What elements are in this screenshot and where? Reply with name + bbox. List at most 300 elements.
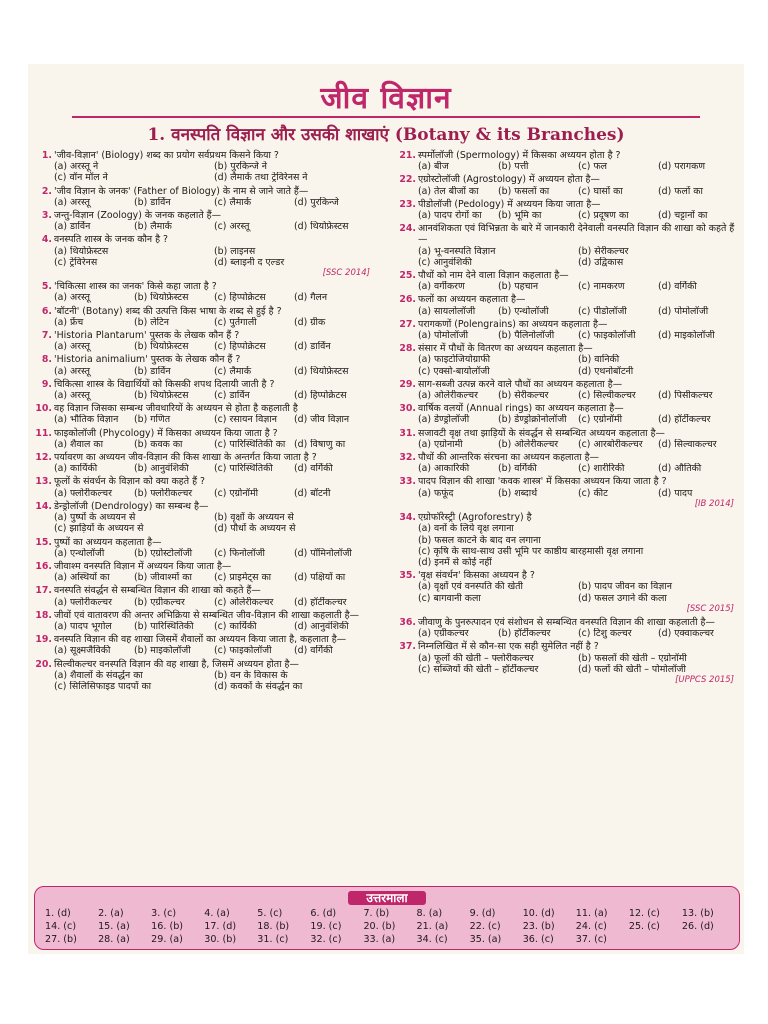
answer-option: (c) पुर्तगाली xyxy=(214,316,257,328)
question-number: 20. xyxy=(35,658,52,670)
answer-option: (c) आनुवंशिकी xyxy=(418,256,472,268)
answer-key-entry: 25. (c) xyxy=(628,921,660,932)
answer-option: (b) पैलिनोलॉजी xyxy=(498,330,555,342)
answer-option: (c) एग्रोनॉमी xyxy=(578,414,623,426)
question-number: 35. xyxy=(399,570,416,582)
answer-option: (d) एक्वाकल्चर xyxy=(658,628,714,640)
question-text: पुष्पों का अध्ययन कहलाता है— xyxy=(54,536,162,548)
answer-option: (b) लैमार्क xyxy=(134,221,172,233)
answer-option: (a) फफूंद xyxy=(418,487,454,499)
answer-option: (b) फसलों का xyxy=(498,185,550,197)
question-item xyxy=(34,186,374,208)
answer-option: (c) वॉन मॉल ने xyxy=(54,172,108,184)
answer-option: (a) ओलेरीकल्चर xyxy=(418,390,478,402)
answer-option: (b) लाइनस xyxy=(214,245,256,257)
answer-key-entry: 27. (b) xyxy=(45,934,77,945)
answer-option: (c) झाड़ियों के अध्ययन से xyxy=(54,523,144,535)
answer-option: (d) माइकोलॉजी xyxy=(658,330,715,342)
answer-key-entry: 10. (d) xyxy=(522,908,555,919)
answer-option: (c) घासों का xyxy=(578,185,623,197)
option-list xyxy=(34,197,374,208)
answer-option: (d) पौधों के अध्ययन से xyxy=(214,523,296,535)
answer-option: (d) फलों का xyxy=(658,185,703,197)
option-list xyxy=(398,390,738,401)
answer-option: (d) फलों की खेती – पोमोलॉजी xyxy=(578,663,686,675)
question-number: 11. xyxy=(35,427,52,439)
answer-option: (c) पीडोलॉजी xyxy=(578,305,627,317)
answer-key-entry: 30. (b) xyxy=(204,934,237,945)
question-number: 5. xyxy=(41,281,52,293)
question-number: 24. xyxy=(399,223,416,235)
option-list xyxy=(34,246,374,268)
answer-option: (a) अरस्तू xyxy=(54,341,91,353)
answer-key-entry: 15. (a) xyxy=(98,921,130,932)
answer-option: (b) माइकोलॉजी xyxy=(134,645,191,657)
answer-key-entry: 19. (c) xyxy=(310,921,342,932)
question-item xyxy=(398,452,738,474)
answer-key-entry: 37. (c) xyxy=(575,934,607,945)
question-number: 1. xyxy=(41,150,52,161)
option-list xyxy=(34,292,374,303)
answer-key-entry: 2. (a) xyxy=(98,908,124,919)
option-list xyxy=(34,414,374,425)
answer-option: (c) अरस्तू xyxy=(214,221,250,233)
answer-option: (d) लैमार्क तथा ट्रेविरेनस ने xyxy=(214,172,308,184)
answer-option: (a) बीज xyxy=(418,161,449,173)
answer-key-box xyxy=(34,886,740,950)
question-text: चिकित्सा शास्त्र के विद्यार्थियों को किसकी शपथ दिलायी जाती है ? xyxy=(54,378,275,390)
exam-source-tag: [SSC 2015] xyxy=(686,603,734,614)
option-list xyxy=(34,341,374,352)
answer-option: (b) वर्गिकी xyxy=(498,463,537,475)
answer-option: (a) वर्गीकरण xyxy=(418,281,465,293)
answer-key-entry: 35. (a) xyxy=(469,934,502,945)
answer-option: (b) एग्रोस्टोलॉजी xyxy=(134,547,193,559)
question-number: 32. xyxy=(399,452,416,464)
answer-option: (d) फसल उगाने की कला xyxy=(578,592,667,604)
answer-option: (d) वर्गिकी xyxy=(658,281,697,293)
question-item xyxy=(398,403,738,425)
question-number: 18. xyxy=(35,609,52,621)
question-number: 19. xyxy=(35,634,52,646)
question-item xyxy=(34,634,374,656)
question-item xyxy=(34,150,374,184)
answer-option: (b) वानिकी xyxy=(578,354,620,366)
answer-key-entry: 24. (c) xyxy=(575,921,607,932)
answer-option: (a) अरस्तू xyxy=(54,292,91,304)
answer-option: (a) भौतिक विज्ञान xyxy=(54,414,119,426)
answer-key-entry: 12. (c) xyxy=(628,908,660,919)
question-text: संसार में पौधों के वितरण का अध्ययन कहलाता है— xyxy=(418,343,593,355)
answer-option: (b) डेण्ड्रोक्रोनोलॉजी xyxy=(498,414,567,426)
page-title: जीव विज्ञान xyxy=(320,81,452,116)
answer-option: (d) विषाणु का xyxy=(294,438,346,450)
answer-option: (a) अरस्तू xyxy=(54,390,91,402)
answer-option: (a) फाइटोजियोग्राफी xyxy=(418,354,491,366)
answer-option: (a) शैवालों के संवर्द्धन का xyxy=(54,669,143,681)
answer-option: (b) आनुवंशिकी xyxy=(134,463,189,475)
questions-left-column xyxy=(34,150,374,694)
answer-option: (a) शैवाल का xyxy=(54,438,104,450)
answer-option: (d) सिल्वाकल्चर xyxy=(658,438,717,450)
question-number: 2. xyxy=(41,185,52,197)
question-text: सजावटी वृक्ष तथा झाड़ियों के संवर्द्धन से सम्बन्धित अध्ययन कहलाता है— xyxy=(418,427,665,439)
question-item xyxy=(398,319,738,341)
answer-option: (c) फाइकोलॉजी xyxy=(578,330,636,342)
answer-option: (a) डार्विन xyxy=(54,221,91,233)
question-item xyxy=(398,199,738,221)
answer-option: (c) हिप्पोक्रेटस xyxy=(214,292,266,304)
answer-option: (a) अस्थियों का xyxy=(54,572,110,584)
answer-key-entry: 9. (d) xyxy=(469,908,496,919)
answer-key-entry: 23. (b) xyxy=(522,921,555,932)
answer-option: (d) हिप्पोक्रेटस xyxy=(294,390,347,402)
question-text: जीवों एवं वातावरण की अन्तर अभिक्रिया से सम्बन्धित जीव-विज्ञान की शाखा कहलाती है— xyxy=(54,609,360,621)
question-number: 12. xyxy=(35,452,52,464)
answer-option: (c) कृषि के साथ-साथ उसी भूमि पर काष्ठीय बारहमासी वृक्ष लगाना xyxy=(418,545,644,557)
question-number: 3. xyxy=(41,210,52,222)
option-list xyxy=(34,317,374,328)
answer-option: (c) डार्विन xyxy=(214,390,250,402)
question-number: 9. xyxy=(41,378,52,390)
answer-option: (a) सायलोलॉजी xyxy=(418,305,476,317)
question-item xyxy=(34,585,374,607)
question-number: 33. xyxy=(399,476,416,488)
question-item xyxy=(34,428,374,450)
question-number: 27. xyxy=(399,318,416,330)
option-list xyxy=(398,186,738,197)
question-number: 28. xyxy=(399,343,416,355)
question-number: 29. xyxy=(399,378,416,390)
question-number: 36. xyxy=(399,616,416,628)
answer-key-entry: 21. (a) xyxy=(416,921,449,932)
option-list xyxy=(34,548,374,559)
answer-option: (b) लेटिन xyxy=(134,316,169,328)
question-item xyxy=(398,343,738,377)
answer-option: (d) आनुवंशिकी xyxy=(294,620,349,632)
answer-key-entry: 20. (b) xyxy=(363,921,396,932)
answer-option: (a) एग्रीकल्चर xyxy=(418,628,469,640)
question-item xyxy=(34,610,374,632)
question-number: 6. xyxy=(41,305,52,317)
question-text: पौधों को नाम देने वाला विज्ञान कहलाता है— xyxy=(418,270,569,282)
answer-key-entry: 14. (c) xyxy=(45,921,77,932)
answer-key-entry: 28. (a) xyxy=(98,934,130,945)
answer-option: (d) चट्टानों का xyxy=(658,210,708,222)
question-number: 30. xyxy=(399,403,416,415)
option-list xyxy=(34,221,374,232)
answer-option: (c) कीट xyxy=(578,487,608,499)
question-text: परागकणों (Polengrains) का अध्ययन कहलाता है— xyxy=(418,318,608,330)
answer-option: (b) थियोफ्रेस्टस xyxy=(134,390,189,402)
answer-option: (c) रसायन विज्ञान xyxy=(214,414,277,426)
answer-option: (c) पारिस्थितिकी xyxy=(214,463,273,475)
answer-option: (a) फ्लोरीकल्चर xyxy=(54,596,112,608)
answer-option: (c) लैमार्क xyxy=(214,365,252,377)
answer-option: (a) कार्यिकी xyxy=(54,463,98,475)
question-text: वनस्पति विज्ञान की वह शाखा जिसमें शैवालों का अध्ययन किया जाता है, कहलाता है— xyxy=(54,634,347,646)
answer-option: (b) शब्दार्थ xyxy=(498,487,538,499)
option-list xyxy=(398,523,738,568)
option-list xyxy=(398,439,738,450)
answer-option: (c) बागवानी कला xyxy=(418,592,481,604)
question-number: 25. xyxy=(399,270,416,282)
answer-key-entry: 8. (a) xyxy=(416,908,443,919)
question-text: जीवाणु के पुनरुत्पादन एवं संशोधन से सम्बन्धित वनस्पति विज्ञान की शाखा कहलाती है— xyxy=(418,616,715,628)
question-text: वनस्पति शास्त्र के जनक कौन है ? xyxy=(54,234,169,246)
question-text: 'जीव विज्ञान के जनक' (Father of Biology) के नाम से जाने जाते हैं— xyxy=(54,185,309,197)
option-list xyxy=(398,653,738,675)
question-item xyxy=(398,476,738,510)
answer-option: (a) अरस्तू xyxy=(54,196,91,208)
answer-key-entry: 13. (b) xyxy=(681,908,714,919)
option-list xyxy=(34,488,374,499)
answer-key-entry: 31. (c) xyxy=(257,934,289,945)
answer-option: (b) डार्विन xyxy=(134,365,171,377)
answer-key-entry: 3. (c) xyxy=(151,908,177,919)
answer-key-entry: 17. (d) xyxy=(204,921,237,932)
answer-option: (c) सिल्वीकल्चर xyxy=(578,390,636,402)
answer-option: (c) सब्जियों की खेती – हॉर्टीकल्चर xyxy=(418,663,539,675)
questions-right-column xyxy=(398,150,738,688)
answer-option: (b) फ्लोरीकल्चर xyxy=(134,487,193,499)
question-item xyxy=(34,330,374,352)
question-number: 23. xyxy=(399,198,416,210)
answer-option: (a) पुष्पों के अध्ययन से xyxy=(54,512,136,524)
question-text: जीवाश्म वनस्पति विज्ञान में अध्ययन किया जाता है— xyxy=(54,560,232,572)
answer-key-entry: 33. (a) xyxy=(363,934,396,945)
answer-option: (b) एग्रीकल्चर xyxy=(134,596,185,608)
option-list xyxy=(398,246,738,268)
answer-option: (a) पादप भूगोल xyxy=(54,620,112,632)
question-text: वनस्पति संवर्द्धन से सम्बन्धित विज्ञान की शाखा को कहते हैं— xyxy=(54,585,261,597)
option-list xyxy=(398,161,738,172)
option-list xyxy=(34,366,374,377)
section-heading: 1. वनस्पति विज्ञान और उसकी शाखाएं (Botany & its Branches) xyxy=(147,125,625,145)
question-item xyxy=(34,354,374,376)
question-text: निम्नलिखित में से कौन-सा एक सही सुमेलित नहीं है ? xyxy=(418,641,599,653)
answer-key-entry: 22. (c) xyxy=(469,921,501,932)
question-text: एग्रोस्टोलॉजी (Agrostology) में अध्ययन होता है— xyxy=(418,174,600,186)
answer-option: (d) इनमें से कोई नहीं xyxy=(418,556,492,568)
answer-option: (c) एक्सो-बायोलॉजी xyxy=(418,365,490,377)
answer-key-entry: 1. (d) xyxy=(45,908,71,919)
answer-option: (b) पारिस्थितिकी xyxy=(134,620,194,632)
question-item xyxy=(34,476,374,498)
answer-option: (d) डार्विन xyxy=(294,341,331,353)
answer-option: (a) अरस्तू xyxy=(54,365,91,377)
option-list xyxy=(398,354,738,376)
question-number: 8. xyxy=(41,354,52,366)
option-list xyxy=(34,621,374,632)
answer-option: (d) पिसीकल्चर xyxy=(658,390,713,402)
option-list xyxy=(398,628,738,639)
answer-option: (d) परागकण xyxy=(658,161,706,173)
question-item xyxy=(34,537,374,559)
question-item xyxy=(398,641,738,686)
answer-option: (a) डेण्ड्रोलॉजी xyxy=(418,414,470,426)
answer-option: (d) कवकों के संवर्द्धन का xyxy=(214,680,303,692)
option-list xyxy=(398,488,738,499)
question-text: जन्तु-विज्ञान (Zoology) के जनक कहलाते हैं— xyxy=(54,210,222,222)
answer-key-entry: 5. (c) xyxy=(257,908,283,919)
answer-option: (a) तेल बीजों का xyxy=(418,185,479,197)
answer-option: (d) थियोफ्रेस्टस xyxy=(294,221,349,233)
answer-option: (b) गणित xyxy=(134,414,171,426)
question-item xyxy=(398,223,738,268)
option-list xyxy=(398,463,738,474)
answer-option: (b) हॉर्टीकल्चर xyxy=(498,628,551,640)
question-text: 'चिकित्सा शास्त्र का जनक' किसे कहा जाता है ? xyxy=(54,281,217,293)
answer-key-entry: 36. (c) xyxy=(522,934,554,945)
answer-option: (a) वनों के लिये वृक्ष लगाना xyxy=(418,523,514,535)
question-item xyxy=(34,234,374,279)
question-number: 4. xyxy=(41,234,52,246)
answer-option: (b) डार्विन xyxy=(134,196,171,208)
answer-option: (b) जीवाश्मों का xyxy=(134,572,192,584)
answer-option: (c) नामकरण xyxy=(578,281,625,293)
question-number: 13. xyxy=(35,476,52,488)
question-number: 16. xyxy=(35,560,52,572)
option-list xyxy=(34,161,374,183)
question-text: वह विज्ञान जिसका सम्बन्ध जीवधारियों के अध्ययन से होता है कहलाती है xyxy=(54,403,298,415)
question-number: 21. xyxy=(399,150,416,161)
answer-option: (c) फिनोलॉजी xyxy=(214,547,265,559)
option-list xyxy=(398,306,738,317)
answer-key-entry: 29. (a) xyxy=(151,934,183,945)
question-item xyxy=(34,659,374,693)
answer-option: (d) पक्षियों का xyxy=(294,572,346,584)
answer-option: (b) पत्ती xyxy=(498,161,529,173)
answer-option: (d) गैलन xyxy=(294,292,328,304)
question-text: पौधों की आन्तरिक संरचना का अध्ययन कहलाता है— xyxy=(418,452,599,464)
answer-option: (c) टिशु कल्चर xyxy=(578,628,632,640)
answer-option: (d) वर्गिकी xyxy=(294,645,333,657)
option-list xyxy=(398,281,738,292)
question-text: पर्यावरण का अध्ययन जीव-विज्ञान की किस शाखा के अन्तर्गत किया जाता है ? xyxy=(54,452,317,464)
answer-option: (b) पादप जीवन का विज्ञान xyxy=(578,581,672,593)
option-list xyxy=(34,597,374,608)
answer-option: (c) ओलेरीकल्चर xyxy=(214,596,274,608)
answer-key-entry: 4. (a) xyxy=(204,908,230,919)
answer-option: (c) लैमार्क xyxy=(214,196,252,208)
question-item xyxy=(398,174,738,196)
answer-key-entry: 7. (b) xyxy=(363,908,390,919)
answer-option: (c) सिलिसिफाइड पादपों का xyxy=(54,680,152,692)
answer-option: (b) सेरीकल्चर xyxy=(498,390,549,402)
answer-option: (b) सेरीकल्चर xyxy=(578,245,629,257)
answer-option: (a) पादप रोगों का xyxy=(418,210,482,222)
answer-key-entry: 11. (a) xyxy=(575,908,608,919)
question-item xyxy=(34,210,374,232)
answer-option: (c) फाइकोलॉजी xyxy=(214,645,272,657)
question-text: फूलों के संवर्धन के विज्ञान को क्या कहते हैं ? xyxy=(54,476,206,488)
option-list xyxy=(398,414,738,425)
answer-option: (b) थियोफ्रेस्टस xyxy=(134,341,189,353)
book-page xyxy=(28,64,744,954)
answer-option: (a) एन्थोलॉजी xyxy=(54,547,105,559)
answer-option: (a) फ्लोरीकल्चर xyxy=(54,487,112,499)
option-list xyxy=(34,645,374,656)
question-item xyxy=(398,379,738,401)
answer-option: (d) हॉर्टीकल्चर xyxy=(294,596,347,608)
question-item xyxy=(34,379,374,401)
answer-key-entry: 32. (c) xyxy=(310,934,342,945)
answer-option: (d) वर्गिकी xyxy=(294,463,333,475)
answer-option: (c) ट्रेविरेनस xyxy=(54,256,98,268)
question-number: 14. xyxy=(35,500,52,512)
answer-option: (a) फ्रेंच xyxy=(54,316,84,328)
answer-option: (c) शारीरिकी xyxy=(578,463,625,475)
question-item xyxy=(34,561,374,583)
question-number: 34. xyxy=(399,512,416,524)
answer-option: (c) कार्यिकी xyxy=(214,620,257,632)
answer-key-entry: 6. (d) xyxy=(310,908,337,919)
question-number: 26. xyxy=(399,294,416,306)
answer-option: (c) प्रदूषण का xyxy=(578,210,629,222)
question-item xyxy=(34,306,374,328)
question-item xyxy=(34,403,374,425)
answer-option: (b) वन के विकास के xyxy=(214,669,288,681)
answer-option: (a) सूक्ष्मजैविकी xyxy=(54,645,111,657)
option-list xyxy=(398,210,738,221)
option-list xyxy=(34,390,374,401)
answer-option: (b) एन्थोलॉजी xyxy=(498,305,549,317)
exam-source-tag: [SSC 2014] xyxy=(322,268,370,279)
exam-source-tag: [IB 2014] xyxy=(694,498,734,509)
question-text: डेन्ड्रोलॉजी (Dendrology) का सम्बन्ध है— xyxy=(54,500,209,512)
question-item xyxy=(34,452,374,474)
answer-option: (d) जीव विज्ञान xyxy=(294,414,350,426)
question-item xyxy=(398,428,738,450)
question-text: 'जीव-विज्ञान' (Biology) शब्द का प्रयोग सर्वप्रथम किसने किया ? xyxy=(54,150,279,161)
answer-option: (b) कवक का xyxy=(134,438,183,450)
answer-option: (a) भू-वनस्पति विज्ञान xyxy=(418,245,496,257)
question-text: साग-सब्जी उत्पन्न करने वाले पौधों का अध्ययन कहलाता है— xyxy=(418,378,623,390)
question-text: एग्रोफॉरेस्ट्री (Agroforestry) है xyxy=(418,512,532,524)
question-item xyxy=(34,281,374,303)
question-item xyxy=(398,570,738,615)
answer-option: (d) ब्लाइनी द एल्डर xyxy=(214,256,285,268)
option-list xyxy=(34,512,374,534)
answer-option: (b) फसलों की खेती – एग्रोनॉमी xyxy=(578,652,687,664)
question-text: पीडोलॉजी (Pedology) में अध्ययन किया जाता है— xyxy=(418,198,601,210)
answer-key-entry: 34. (c) xyxy=(416,934,448,945)
question-text: सिल्वीकल्चर वनस्पति विज्ञान की वह शाखा है, जिसमें अध्ययन होता है— xyxy=(54,658,299,670)
answer-option: (c) फल xyxy=(578,161,608,173)
question-number: 17. xyxy=(35,585,52,597)
question-number: 7. xyxy=(41,330,52,342)
answer-option: (b) पुरकिन्जे ने xyxy=(214,161,267,173)
answer-option: (b) पहचान xyxy=(498,281,539,293)
question-text: 'बॉटनी' (Botany) शब्द की उत्पत्ति किस भाषा के शब्द से हुई है ? xyxy=(54,305,282,317)
answer-option: (d) पुरकिन्जे xyxy=(294,196,339,208)
answer-option: (d) पादप xyxy=(658,487,693,499)
answer-option: (d) उद्विकास xyxy=(578,256,624,268)
answer-key-title: उत्तरमाला xyxy=(348,891,425,905)
option-list xyxy=(34,439,374,450)
answer-option: (c) एग्रोनॉमी xyxy=(214,487,259,499)
answer-option: (c) आरबोरीकल्चर xyxy=(578,438,643,450)
answer-option: (a) थियोफ्रेस्टस xyxy=(54,245,109,257)
answer-option: (b) वृक्षों के अध्ययन से xyxy=(214,512,294,524)
answer-option: (c) हिप्पोक्रेटस xyxy=(214,341,266,353)
question-text: पादप विज्ञान की शाखा 'कवक शास्त्र' में किसका अध्ययन किया जाता है ? xyxy=(418,476,667,488)
question-text: फलों का अध्ययन कहलाता है— xyxy=(418,294,526,306)
question-text: वार्षिक वलयों (Annual rings) का अध्ययन कहलाता है— xyxy=(418,403,624,415)
question-text: 'वृक्ष संवर्धन' किसका अध्ययन है ? xyxy=(418,570,535,582)
option-list xyxy=(34,463,374,474)
